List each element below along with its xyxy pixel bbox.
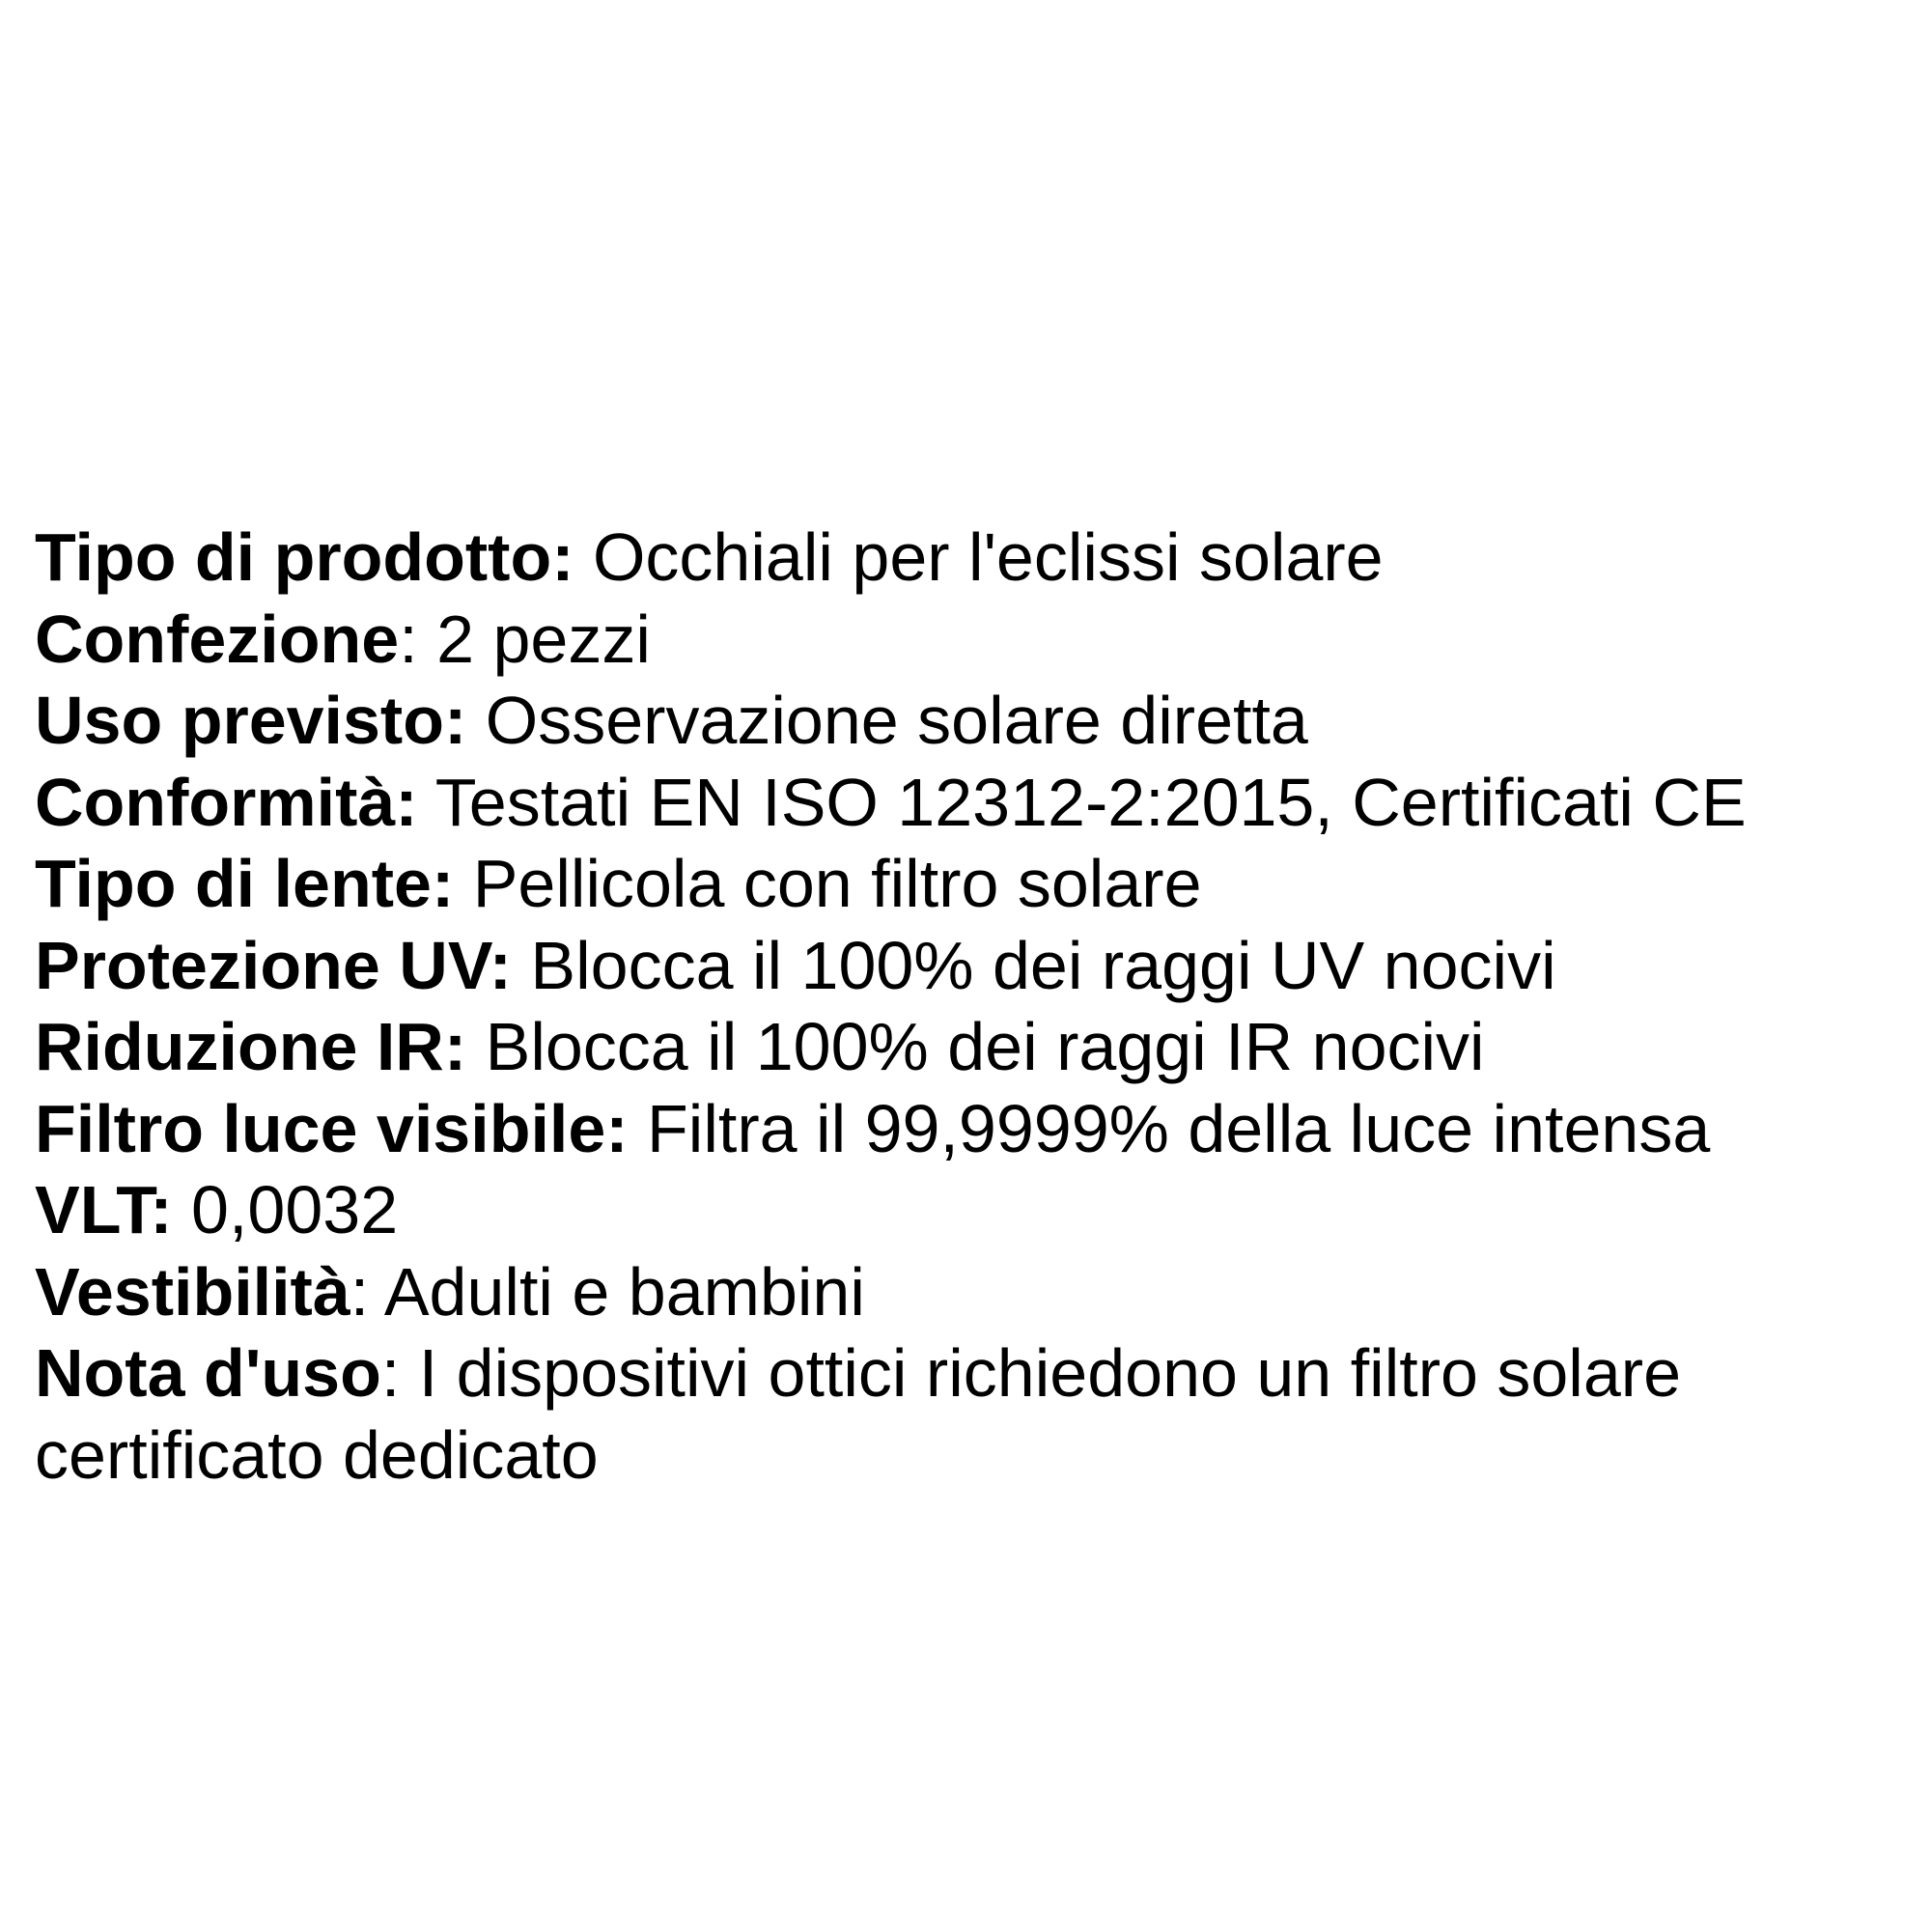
spec-label: Riduzione IR: (35, 1009, 467, 1084)
spec-value: Filtra il 99,9999% della luce intensa (628, 1090, 1711, 1166)
spec-uv-protection (35, 925, 1869, 1007)
spec-value: 2 pezzi (417, 601, 651, 677)
spec-value: I dispositivi ottici richiedono un filtro solare certificato dedicato (35, 1335, 1682, 1493)
spec-label: Nota d'uso (35, 1335, 381, 1411)
spec-fit (35, 1251, 1869, 1333)
spec-label: Conformità: (35, 764, 418, 840)
spec-label: VLT: (35, 1172, 173, 1247)
spec-lens-type (35, 843, 1869, 925)
spec-visible-light-filter (35, 1088, 1869, 1170)
spec-ir-reduction (35, 1006, 1869, 1088)
spec-intended-use (35, 680, 1869, 762)
spec-value: Testati EN ISO 12312-2:2015, Certificati CE (417, 764, 1747, 840)
spec-value: Occhiali per l'eclissi solare (574, 519, 1384, 595)
spec-label: Filtro luce visibile: (35, 1090, 629, 1166)
product-spec-list (35, 517, 1869, 1496)
spec-usage-note (35, 1332, 1869, 1496)
spec-value: Osservazione solare diretta (466, 683, 1308, 758)
spec-compliance (35, 762, 1869, 844)
spec-product-type (35, 517, 1869, 599)
spec-value: Pellicola con filtro solare (454, 846, 1202, 921)
spec-label: Protezione UV: (35, 927, 512, 1003)
spec-vlt (35, 1169, 1869, 1251)
spec-label: Uso previsto: (35, 683, 467, 758)
spec-label: Tipo di prodotto: (35, 519, 574, 595)
spec-value: Blocca il 100% dei raggi IR nocivi (466, 1009, 1485, 1084)
spec-label: Vestibilità (35, 1253, 350, 1330)
spec-separator: : (399, 601, 418, 677)
spec-separator: : (350, 1253, 370, 1330)
spec-value: 0,0032 (172, 1172, 399, 1247)
spec-label: Tipo di lente: (35, 846, 455, 921)
spec-package (35, 599, 1869, 681)
spec-separator: : (380, 1335, 401, 1411)
spec-value: Blocca il 100% dei raggi UV nocivi (511, 927, 1556, 1003)
spec-label: Confezione (35, 601, 400, 677)
spec-value: Adulti e bambini (369, 1253, 865, 1330)
